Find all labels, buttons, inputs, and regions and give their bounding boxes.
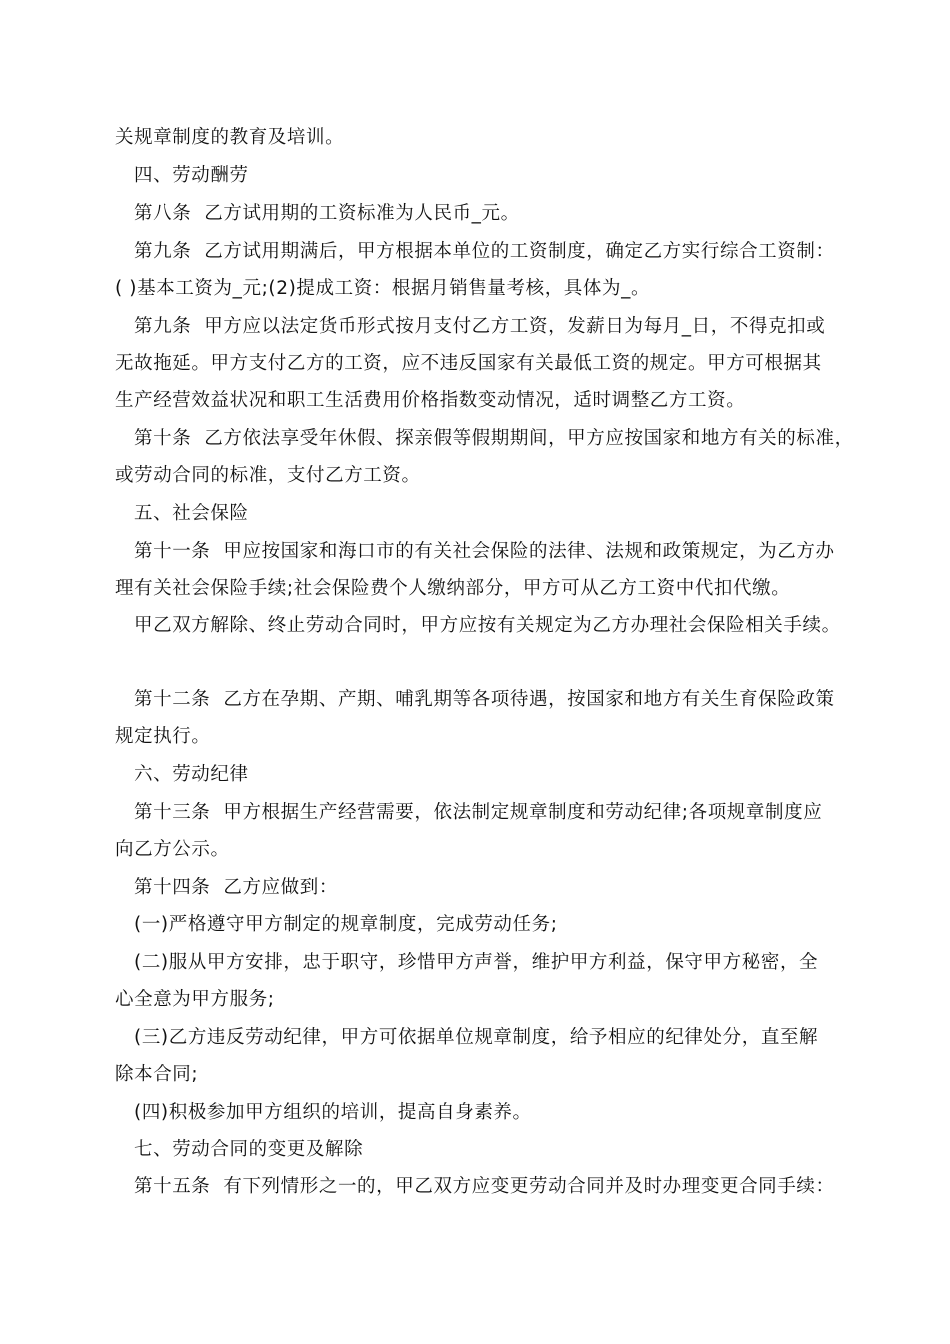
article-12: 第十二条 乙方在孕期、产期、哺乳期等各项待遇，按国家和地方有关生育保险政策	[134, 689, 835, 710]
article-9-b: 第九条 甲方应以法定货币形式按月支付乙方工资，发薪日为每月_日，不得克扣或	[134, 316, 826, 337]
list-item: (二)服从甲方安排，忠于职守，珍惜甲方声誉，维护甲方利益，保守甲方秘密，全	[134, 952, 819, 973]
text-line: 向乙方公示。	[115, 839, 230, 860]
text-line: 规定执行。	[115, 726, 211, 747]
text-line: 生产经营效益状况和职工生活费用价格指数变动情况，适时调整乙方工资。	[115, 390, 746, 411]
text-line: ( )基本工资为_元;(2)提成工资：根据月销售量考核，具体为_。	[115, 278, 651, 299]
text-line: 理有关社会保险手续;社会保险费个人缴纳部分，甲方可从乙方工资中代扣代缴。	[115, 578, 791, 599]
article-15: 第十五条 有下列情形之一的，甲乙双方应变更劳动合同并及时办理变更合同手续：	[134, 1176, 835, 1197]
text-line: 心全意为甲方服务;	[115, 989, 275, 1010]
list-item: (四)积极参加甲方组织的培训，提高自身素养。	[134, 1102, 532, 1123]
list-item: (一)严格遵守甲方制定的规章制度，完成劳动任务;	[134, 914, 558, 935]
list-item: (三)乙方违反劳动纪律，甲方可依据单位规章制度，给予相应的纪律处分，直至解	[134, 1027, 819, 1048]
article-14: 第十四条 乙方应做到：	[134, 877, 338, 898]
text-line: 甲乙双方解除、终止劳动合同时，甲方应按有关规定为乙方办理社会保险相关手续。	[134, 615, 841, 636]
section-heading-social-insurance: 五、社会保险	[134, 503, 249, 524]
article-10: 第十条 乙方依法享受年休假、探亲假等假期期间，甲方应按国家和地方有关的标准，	[134, 428, 854, 449]
text-line: 或劳动合同的标准，支付乙方工资。	[115, 465, 421, 486]
article-9-a: 第九条 乙方试用期满后，甲方根据本单位的工资制度，确定乙方实行综合工资制：	[134, 241, 835, 262]
text-line: 关规章制度的教育及培训。	[115, 127, 345, 148]
section-heading-contract-change: 七、劳动合同的变更及解除	[134, 1139, 364, 1160]
section-heading-labor-discipline: 六、劳动纪律	[134, 764, 249, 785]
article-11: 第十一条 甲应按国家和海口市的有关社会保险的法律、法规和政策规定，为乙方办	[134, 541, 835, 562]
text-line: 除本合同;	[115, 1064, 199, 1085]
text-line: 无故拖延。甲方支付乙方的工资，应不违反国家有关最低工资的规定。甲方可根据其	[115, 353, 822, 374]
article-8: 第八条 乙方试用期的工资标准为人民币_元。	[134, 203, 520, 224]
section-heading-remuneration: 四、劳动酬劳	[134, 165, 249, 186]
article-13: 第十三条 甲方根据生产经营需要，依法制定规章制度和劳动纪律;各项规章制度应	[134, 802, 823, 823]
